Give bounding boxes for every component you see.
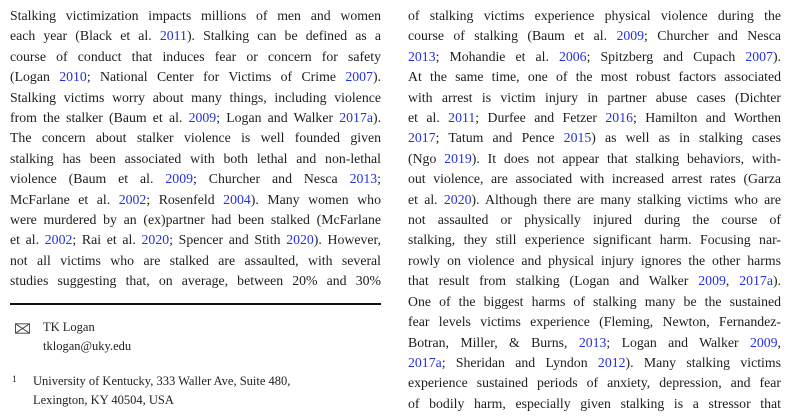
text-run: rowly on violence and physical injury ignores the other harms (408, 252, 781, 268)
text-run: Stalking victims worry about many things, including violence (10, 89, 381, 105)
text-run: et al. (408, 110, 449, 126)
text-run: ; Rosenfeld (146, 191, 224, 207)
citation-link[interactable]: 2011 (159, 28, 187, 44)
text-run: were murdered by an (ex)partner had been stalked (McFarlane (10, 212, 381, 228)
text-line (10, 271, 381, 291)
citation-link[interactable]: 2009 (616, 28, 645, 44)
text-line (10, 210, 381, 230)
text-run: et al. (10, 232, 45, 248)
citation-link[interactable]: 2009 (749, 334, 778, 350)
citation-link[interactable]: 2013 (408, 48, 436, 64)
text-line (408, 190, 781, 210)
text-run: ). Stalking can be defined as a (186, 28, 381, 44)
text-line (408, 353, 781, 373)
citation-link[interactable]: 2002 (118, 191, 147, 207)
text-run: of stalking victims experience physical violence during the (408, 8, 781, 23)
text-run: (Ngo (408, 150, 445, 166)
citation-link[interactable]: 2013 (349, 171, 378, 187)
correspondence-text (43, 318, 381, 356)
text-run: (Logan (10, 69, 60, 85)
text-run: ; National Center for Victims of Crime (86, 69, 346, 85)
text-run: The concern about stalker violence is well founded given (10, 130, 381, 146)
text-run: ; Tatum and Pence (435, 130, 564, 146)
affiliation-line: University of Kentucky, 333 Waller Ave, Suite 480, (33, 374, 291, 388)
text-run: ). (772, 273, 781, 289)
corresponding-author-email[interactable]: tklogan@uky.edu (43, 339, 132, 353)
text-run: At the same time, one of the most robust factors associated (408, 69, 781, 85)
text-line (10, 190, 381, 210)
footnote-area (10, 318, 381, 410)
text-run: ). (372, 110, 382, 126)
text-line (408, 312, 781, 332)
text-line (408, 271, 781, 291)
text-line (408, 108, 781, 128)
text-run: ). (372, 69, 381, 85)
text-run: ; Sheridan and Lyndon (441, 354, 598, 370)
text-run: et al. (408, 191, 444, 207)
text-run: from the stalker (Baum et al. (10, 110, 189, 126)
footnote-divider (10, 303, 381, 305)
text-run: course of conduct that induces fear or concern for safety (10, 48, 381, 64)
text-line (408, 251, 781, 271)
text-line (10, 67, 381, 87)
text-line (408, 169, 781, 189)
citation-link[interactable]: 2009 (188, 110, 217, 126)
left-text-column (10, 6, 381, 292)
text-line (10, 26, 381, 46)
text-run: , (777, 334, 781, 350)
envelope-icon (15, 323, 30, 334)
text-line (408, 394, 781, 414)
text-run: stalking, they still experience significant harm. Focusing nar- (408, 232, 781, 248)
text-line (408, 373, 781, 393)
text-line (10, 230, 381, 250)
citation-link[interactable]: 2017a (408, 354, 442, 370)
citation-link[interactable]: 2019 (444, 150, 472, 166)
text-run: experience sustained periods of anxiety, depression, and fear (408, 375, 781, 391)
text-line (10, 149, 381, 169)
text-run: not assaulted or physically injured during the course of (408, 212, 781, 228)
affiliation-footnote-marker: 1 (12, 375, 17, 385)
text-run: ). It does not appear that stalking behaviors, with- (471, 150, 781, 166)
text-run: with arrest is victim injury in partner abuse cases (Dichter (408, 89, 781, 105)
text-line (408, 333, 781, 353)
citation-link[interactable]: 2007 (745, 48, 773, 64)
text-line (10, 47, 381, 67)
text-run: ; Spitzberg and Cupach (586, 48, 746, 64)
text-run: ; Churcher and Nesca (644, 28, 781, 44)
text-run: ; Rai et al. (72, 232, 142, 248)
text-line (408, 292, 781, 312)
text-line (408, 88, 781, 108)
text-run: course of stalking (Baum et al. (408, 28, 617, 44)
text-line (408, 26, 781, 46)
text-run: stalking has been associated with both lethal and non-lethal (10, 150, 381, 166)
text-run: ; Churcher and Nesca (193, 171, 350, 187)
text-run: fear levels victims experience (Fleming, Newton, Fernandez- (408, 314, 781, 330)
citation-link[interactable]: 2017a (739, 273, 773, 289)
text-run: out violence, are associated with increased arrest rates (Garza (408, 171, 781, 187)
text-run: ; Mohandie et al. (435, 48, 559, 64)
citation-link[interactable]: 2020 (141, 232, 170, 248)
text-run: ; Logan and Walker (606, 334, 750, 350)
text-line (408, 67, 781, 87)
citation-link[interactable]: 2016 (605, 110, 633, 126)
affiliation-block (10, 372, 381, 410)
citation-link[interactable]: 2011 (448, 110, 476, 126)
text-line (408, 230, 781, 250)
citation-link[interactable]: 2009 (698, 273, 726, 289)
text-run: ; Durfee and Fetzer (475, 110, 606, 126)
text-run: Stalking victimization impacts millions of men and women (10, 8, 381, 23)
text-run: of bodily harm, especially given stalking is a stressor that (408, 395, 781, 411)
text-run: ; Spencer and Stith (169, 232, 287, 248)
text-run: McFarlane et al. (10, 191, 119, 207)
text-line (10, 108, 381, 128)
text-run: ). Although there are many stalking victims who are (471, 191, 782, 207)
text-line (10, 6, 381, 26)
citation-link[interactable]: 2015 (563, 130, 592, 146)
corresponding-author-name: TK Logan (43, 320, 95, 334)
citation-link[interactable]: 2010 (59, 69, 87, 85)
text-run: , (725, 273, 740, 289)
text-line (408, 149, 781, 169)
citation-link[interactable]: 2006 (558, 48, 587, 64)
citation-link[interactable]: 2012 (597, 354, 626, 370)
text-line (10, 169, 381, 189)
text-run: violence (Baum et al. (10, 171, 166, 187)
text-run: ; Logan and Walker (216, 110, 340, 126)
citation-link[interactable]: 2007 (345, 69, 373, 85)
text-line (408, 47, 781, 67)
citation-link[interactable]: 2017a (339, 110, 373, 126)
text-run: ). (772, 48, 781, 64)
text-line (408, 6, 781, 26)
text-run: studies suggesting that, on average, between 20% and 30% (10, 273, 381, 289)
text-line (10, 251, 381, 271)
affiliation-line: Lexington, KY 40504, USA (33, 393, 174, 407)
text-run: Botran, Miller, & Burns, (408, 334, 579, 350)
text-run: ). However, (313, 232, 382, 248)
citation-link[interactable]: 2013 (578, 334, 607, 350)
text-run: ; Hamilton and Worthen (633, 110, 781, 126)
text-run: not all victims who are stalked are assaulted, with several (10, 252, 381, 268)
citation-link[interactable]: 2004 (223, 191, 251, 207)
text-run: ). Many women who (250, 191, 381, 207)
text-run: One of the biggest harms of stalking many be the sustained (408, 293, 781, 309)
text-run: ; (377, 171, 381, 187)
text-run: ). Many stalking victims (625, 354, 781, 370)
citation-link[interactable]: 2017 (408, 130, 436, 146)
citation-link[interactable]: 2002 (44, 232, 73, 248)
text-run: ) as well as in stalking cases (591, 130, 781, 146)
citation-link[interactable]: 2009 (165, 171, 193, 187)
correspondence-block (10, 318, 381, 356)
text-line (10, 88, 381, 108)
text-line (408, 210, 781, 230)
affiliation-text (33, 372, 381, 410)
citation-link[interactable]: 2020 (443, 191, 472, 207)
citation-link[interactable]: 2020 (286, 232, 314, 248)
text-line (10, 128, 381, 148)
right-text-column (408, 6, 781, 414)
text-run: that result from stalking (Logan and Walker (408, 273, 699, 289)
text-line (408, 128, 781, 148)
text-run: each year (Black et al. (10, 28, 160, 44)
